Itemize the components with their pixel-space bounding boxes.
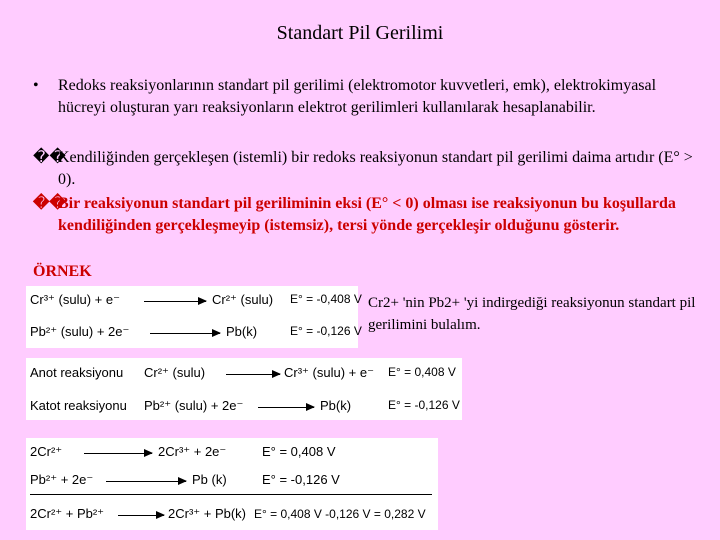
overall-3-arrow (118, 515, 164, 516)
overall-3-products: 2Cr³⁺ + Pb(k) (168, 506, 247, 521)
overall-1-products: 2Cr³⁺ + 2e⁻ (158, 444, 227, 459)
sum-line (30, 494, 432, 495)
cathode-label: Katot reaksiyonu (30, 398, 127, 413)
overall-reaction-box (26, 438, 438, 530)
bullet-text-3: Bir reaksiyonun standart pil geriliminin eksi (E° < 0) olması ise reaksiyonun bu koşullarda kendiliğinden gerçekleşmeyip (istemsiz), tersi yönde gerçekleşir olduğunu gösterir. (58, 195, 676, 234)
overall-1-potential: E° = 0,408 V (262, 444, 336, 459)
anode-arrow (226, 374, 280, 375)
reaction-1-arrow (144, 301, 206, 302)
overall-2-potential: E° = -0,126 V (262, 472, 340, 487)
overall-2-arrow (106, 481, 186, 482)
anode-products: Cr³⁺ (sulu) + e⁻ (284, 365, 374, 380)
bullet-marker-2: �� (33, 149, 66, 166)
overall-3-reactants: 2Cr²⁺ + Pb²⁺ (30, 506, 105, 521)
bullet-marker-1: • (33, 77, 39, 94)
reaction-1-products: Cr²⁺ (sulu) (212, 292, 274, 307)
bullet-text-1: Redoks reaksiyonlarının standart pil gerilimi (elektromotor kuvvetleri, emk), elektrokimyasal hücreyi oluşturan yarı reaksiyonların elektrot gerilimleri kullanılarak hesaplanabilir. (58, 77, 657, 116)
reaction-1-reactants: Cr³⁺ (sulu) + e⁻ (30, 292, 120, 307)
anode-cathode-box (26, 358, 462, 420)
reaction-1-potential: E° = -0,408 V (290, 292, 362, 306)
cathode-reactants: Pb²⁺ (sulu) + 2e⁻ (144, 398, 244, 413)
bullet-text-2: Kendiliğinden gerçekleşen (istemli) bir redoks reaksiyonun standart pil gerilimi daima artıdır (E° > 0). (58, 149, 693, 188)
overall-1-arrow (84, 453, 152, 454)
example-heading: ÖRNEK (33, 263, 92, 280)
anode-label: Anot reaksiyonu (30, 365, 124, 380)
reaction-2-potential: E° = -0,126 V (290, 324, 362, 338)
cathode-products: Pb(k) (320, 398, 352, 413)
slide-title: Standart Pil Gerilimi (276, 22, 444, 44)
overall-1-reactants: 2Cr²⁺ (30, 444, 63, 459)
anode-potential: E° = 0,408 V (388, 365, 456, 379)
cathode-potential: E° = -0,126 V (388, 398, 460, 412)
half-reactions-box (26, 286, 362, 348)
question-text: Cr2+ 'nin Pb2+ 'yi indirgediği reaksiyonun standart pil gerilimini bulalım. (368, 295, 696, 333)
reaction-2-products: Pb(k) (226, 324, 258, 339)
overall-2-reactants: Pb²⁺ + 2e⁻ (30, 472, 94, 487)
overall-3-potential: E° = 0,408 V -0,126 V = 0,282 V (254, 507, 426, 521)
overall-2-products: Pb (k) (192, 472, 227, 487)
anode-reactants: Cr²⁺ (sulu) (144, 365, 206, 380)
reaction-2-arrow (150, 333, 220, 334)
cathode-arrow (258, 407, 314, 408)
bullet-marker-3: �� (33, 195, 66, 212)
reaction-2-reactants: Pb²⁺ (sulu) + 2e⁻ (30, 324, 130, 339)
